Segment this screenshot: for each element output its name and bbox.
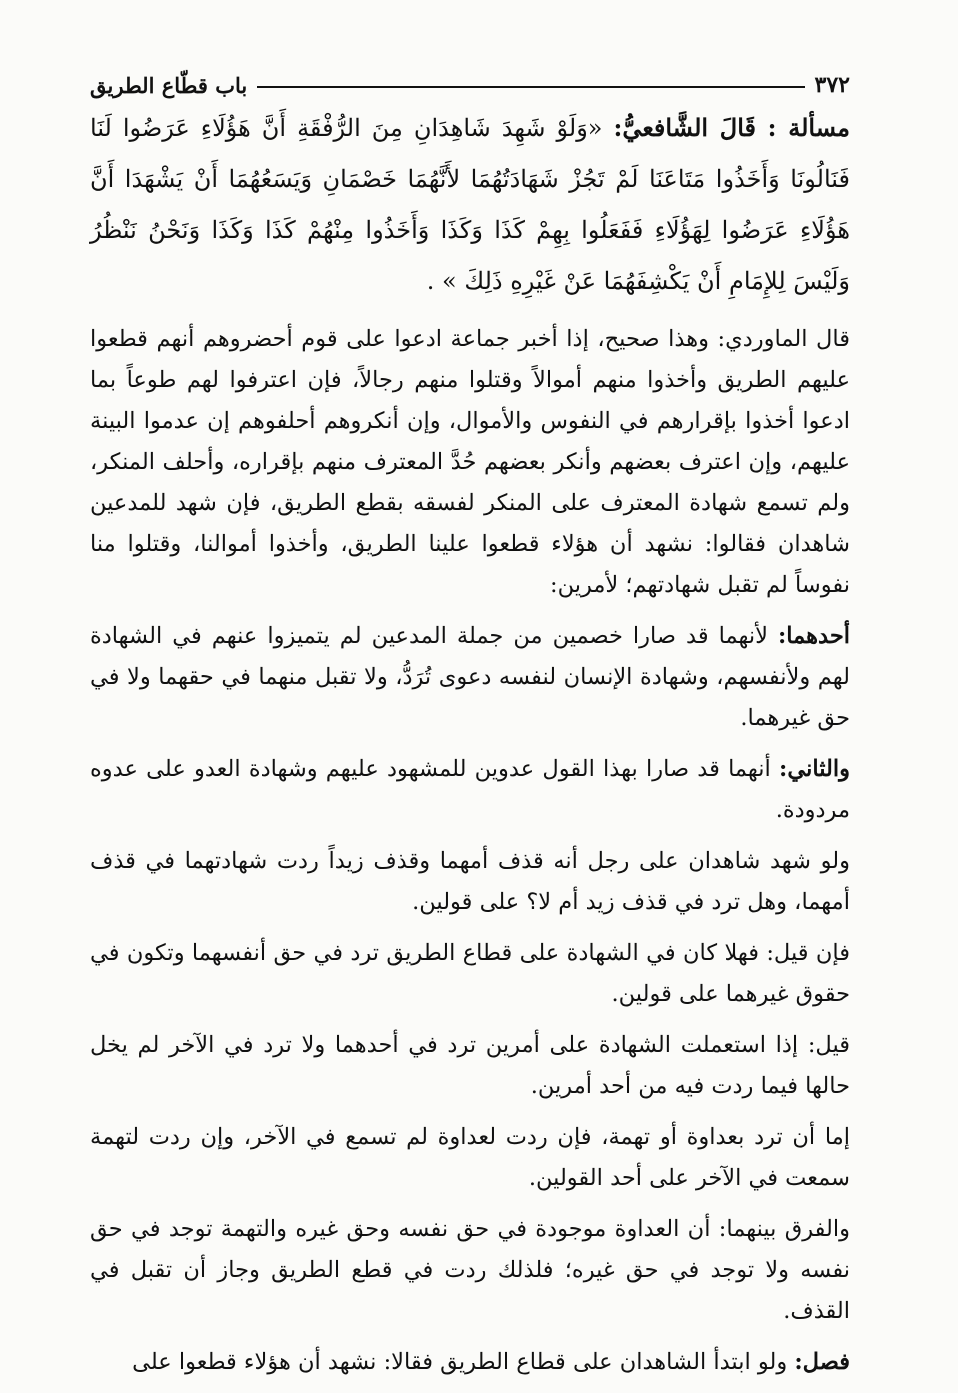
paragraph-text: قال الماوردي: وهذا صحيح، إذا أخبر جماعة ادعوا على قوم أحضروهم أنهم قطعوا عليهم الطريق وأخذوا منهم أموالاً وقتلوا منهم رجالاً، فإن اعترفوا لهم طوعاً بما ادعوا أخذوا بإقرارهم في النفوس والأموال، وإن أنكروهم أحلفوهم إن عدموا البينة عليهم، وإن اعترف بعضهم وأنكر بعضهم حُدَّ المعترف منهم بإقراره، وأحلف المنكر، ولم تسمع شهادة المعترف على المنكر لفسقه بقطع الطريق، فإن شهد للمدعين شاهدان فقالوا: نشهد أن هؤلاء قطعوا علينا الطريق، وأخذوا أموالنا، وقتلوا منا نفوساً لم تقبل شهادتهم؛ لأمرين: (90, 326, 850, 598)
paragraph-text: أنهما قد صارا بهذا القول عدوين للمشهود عليهم وشهادة العدو على عدوه مردودة. (90, 756, 850, 823)
page-number: ٣٧٢ (814, 72, 850, 98)
paragraph-text: والفرق بينهما: أن العداوة موجودة في حق نفسه وحق غيره والتهمة توجد في حق نفسه ولا توجد في حق غيره؛ فلذلك ردت في قطع الطريق وجاز أن تقبل في القذف. (90, 1216, 850, 1324)
paragraph-text: ولو ابتدأ الشاهدان على قطاع الطريق فقالا: نشهد أن هؤلاء قطعوا على (132, 1349, 795, 1375)
paragraph-text: ولو شهد شاهدان على رجل أنه قذف أمهما وقذف زيداً ردت شهادتهما في قذف أمهما، وهل ترد في قذف زيد أم لا؟ على قولين. (90, 848, 850, 915)
body-text (90, 102, 850, 1393)
paragraph-masala (90, 102, 850, 307)
paragraph-first-reason (90, 616, 850, 739)
paragraph-text: إما أن ترد بعداوة أو تهمة، فإن ردت لعداوة لم تسمع في الآخر، وإن ردت لتهمة سمعت في الآخر على أحد القولين. (90, 1124, 850, 1191)
paragraph-enmity-suspicion (90, 1117, 850, 1199)
paragraph-second-reason (90, 749, 850, 831)
paragraph-objection (90, 933, 850, 1015)
paragraph-qadhf (90, 841, 850, 923)
paragraph-label: أحدهما: (777, 623, 850, 649)
paragraph-text: لأنهما قد صارا خصمين من جملة المدعين لم يتميزوا عنهم في الشهادة لهم ولأنفسهم، وشهادة الإنسان لنفسه دعوى تُرَدُّ، ولا تقبل منهما في حقهما ولا في حق غيرهما. (90, 623, 850, 731)
paragraph-reply (90, 1025, 850, 1107)
paragraph-difference (90, 1209, 850, 1332)
paragraph-label: مسألة : قَالَ الشَّافعيُّ: (613, 113, 850, 142)
paragraph-label: والثاني: (779, 756, 850, 782)
paragraph-fasl (90, 1342, 850, 1383)
paragraph-mawardi (90, 319, 850, 606)
paragraph-text: «وَلَوْ شَهِدَ شَاهِدَانِ مِنَ الرُّفْقَةِ أَنَّ هَؤُلَاءِ عَرَضُوا لَنَا فَنَالُونَا وَأَخَذُوا مَتَاعَنَا لَمْ تَجُزْ شَهَادَتُهُمَا لأَنَّهُمَا خَصْمَانِ وَيَسَعُهُمَا أَنْ يَشْهَدَا أَنَّ هَؤُلَاءِ عَرَضُوا لِهَؤُلَاءِ فَفَعَلُوا بِهِمْ كَذَا وَكَذَا وَأَخَذُوا مِنْهُمْ كَذَا وَكَذَا وَنَحْنُ نَنْظُرُ وَلَيْسَ لِلإِمَامِ أَنْ يَكْشِفَهُمَا عَنْ غَيْرِهِ ذَلِكَ » . (90, 114, 850, 295)
paragraph-text: فإن قيل: فهلا كان في الشهادة على قطاع الطريق ترد في حق أنفسهما وتكون في حقوق غيرهما على قولين. (90, 940, 850, 1007)
paragraph-text: قيل: إذا استعملت الشهادة على أمرين ترد في أحدهما ولا ترد في الآخر لم يخل حالها فيما ردت فيه من أحد أمرين. (90, 1032, 850, 1099)
header-rule (257, 86, 804, 88)
running-title: باب قطّاع الطريق (90, 73, 248, 98)
page-header (90, 62, 850, 98)
paragraph-label: فصل: (794, 1349, 850, 1375)
